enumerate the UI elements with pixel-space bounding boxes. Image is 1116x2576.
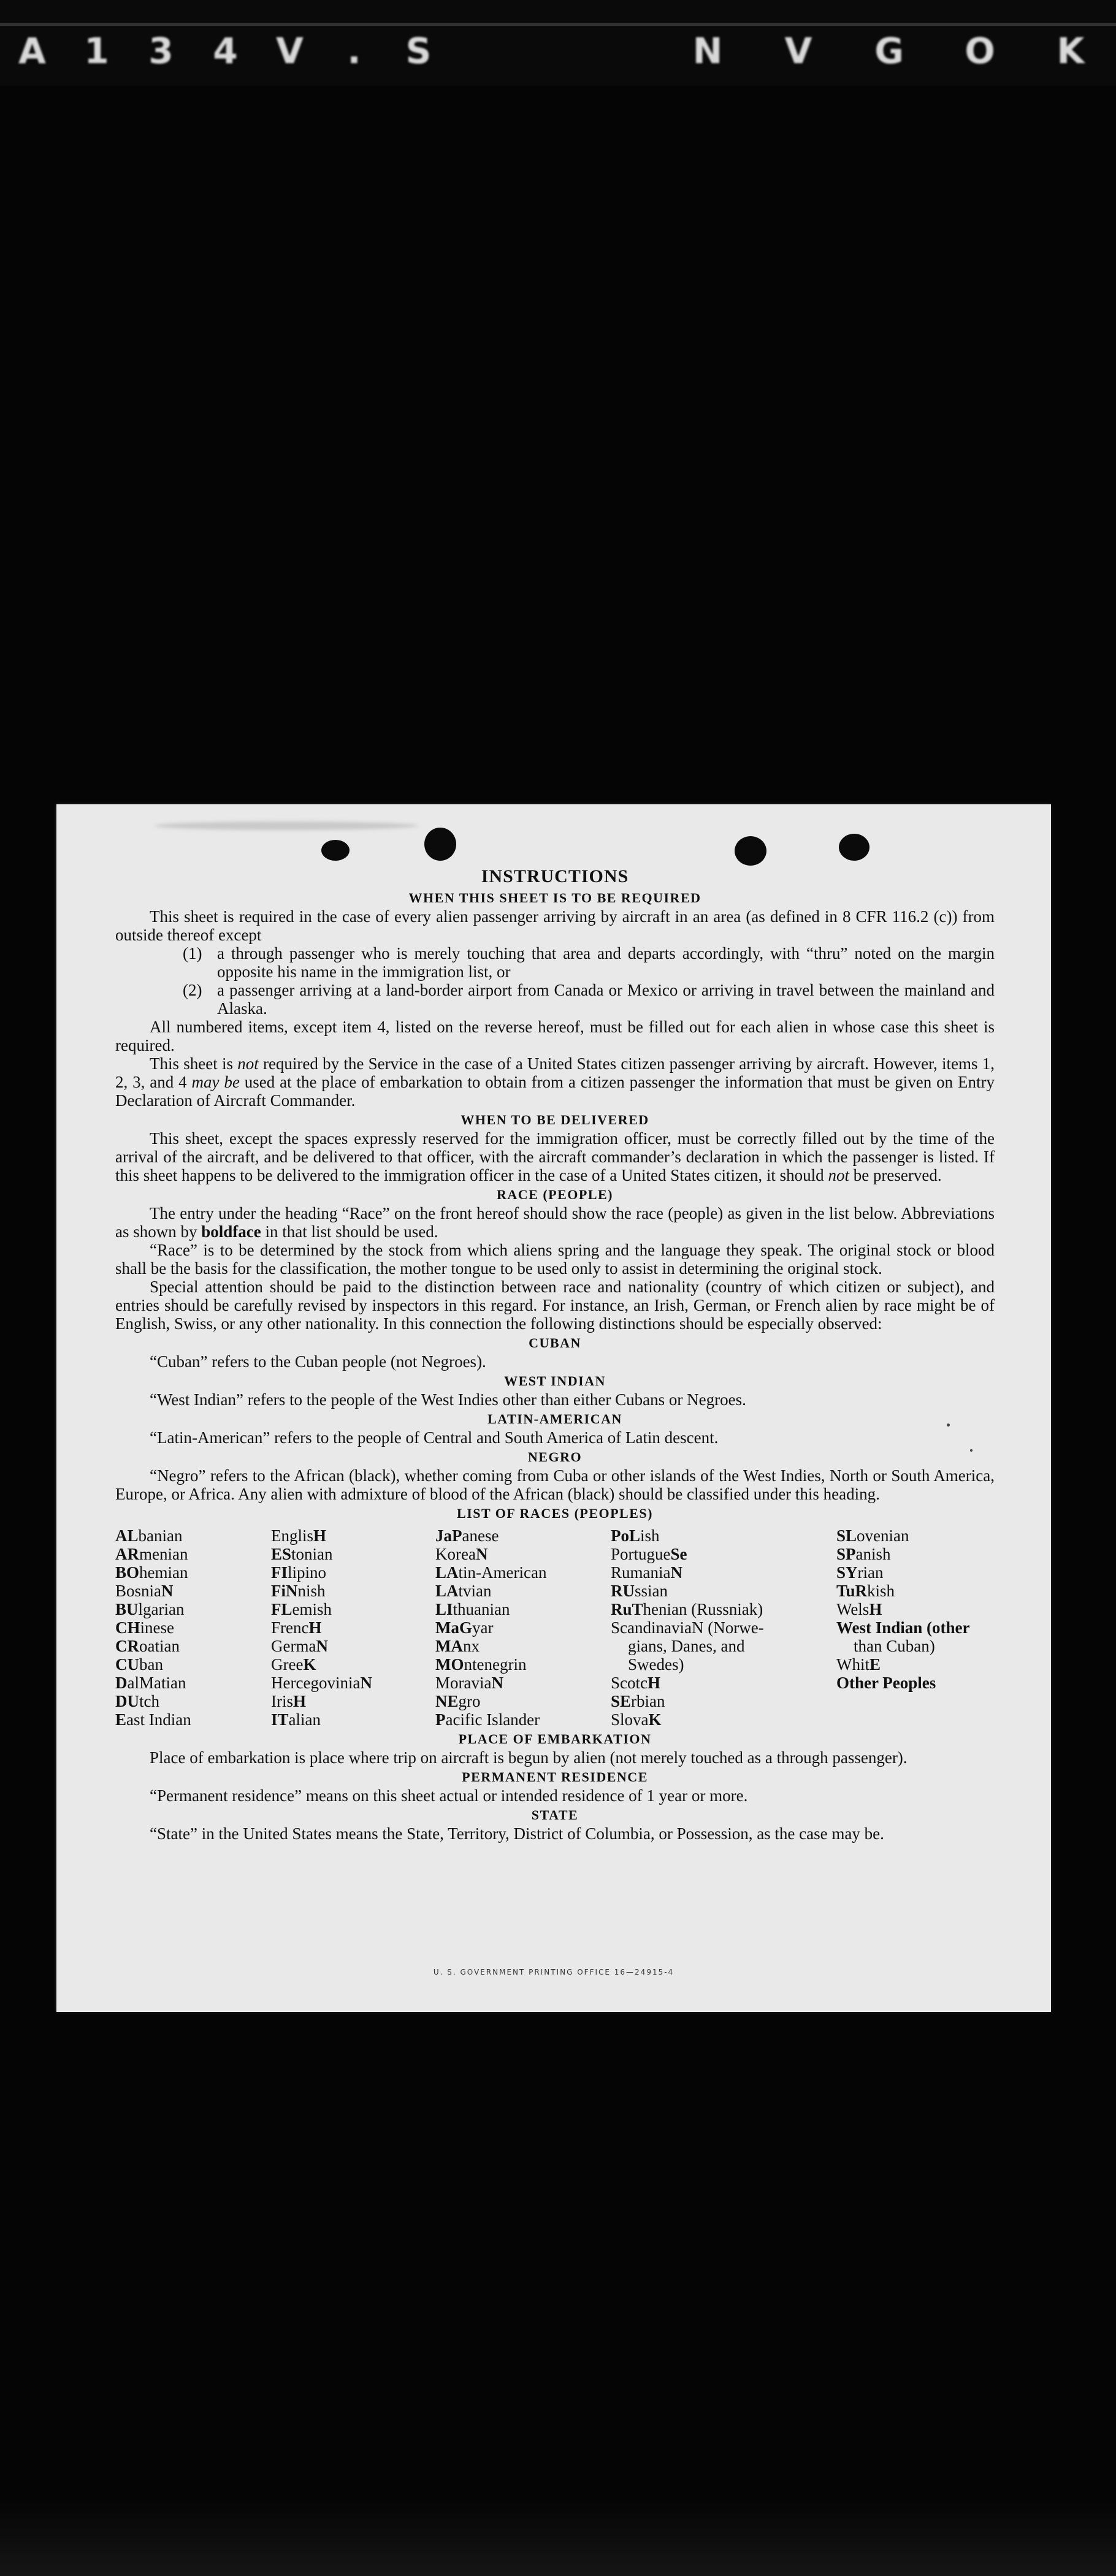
race-entry (271, 1563, 372, 1582)
race-text: N (Norwe- (691, 1618, 764, 1637)
race-entry (115, 1526, 191, 1545)
race-text: than Cuban) (854, 1637, 935, 1655)
punch-hole (735, 836, 766, 866)
race-text: tch (139, 1692, 159, 1710)
race-abbrev: AL (115, 1526, 139, 1545)
race-text: thuanian (453, 1600, 510, 1618)
bold-run: boldface (201, 1222, 261, 1241)
race-entry (271, 1526, 372, 1545)
section-heading-permanent-residence: PERMANENT RESIDENCE (462, 1769, 648, 1785)
race-entry (115, 1582, 191, 1600)
race-abbrev: P (435, 1710, 446, 1729)
instruction-sheet (56, 804, 1051, 2012)
race-text: Korea (435, 1545, 476, 1563)
race-text: ntenegrin (464, 1655, 527, 1674)
race-abbrev: E (869, 1655, 881, 1674)
punch-hole (424, 828, 456, 861)
item-number: (2) (183, 981, 202, 999)
race-entry (836, 1618, 1002, 1637)
race-abbrev: H (293, 1692, 307, 1710)
race-abbrev: N (491, 1674, 503, 1692)
film-reel-code-left (0, 29, 552, 72)
text-run: required by the Service in the case of a United States citizen passenger arriving by aircraft. However, items 1, 2, 3, and 4 (115, 1054, 995, 1091)
section-heading-cuban: CUBAN (529, 1335, 581, 1351)
race-abbrev: FL (271, 1600, 292, 1618)
race-abbrev: ES (271, 1545, 292, 1563)
race-entry (611, 1710, 795, 1729)
section-heading-when-required: WHEN THIS SHEET IS TO BE REQUIRED (408, 890, 701, 905)
race-entry (611, 1582, 795, 1600)
race-entry (271, 1655, 372, 1674)
race-text: ast Indian (126, 1710, 191, 1729)
race-text: hemian (139, 1563, 188, 1582)
race-entry (611, 1637, 795, 1655)
race-entry (115, 1618, 191, 1637)
printer-imprint: U. S. GOVERNMENT PRINTING OFFICE 16—24915-4 (433, 1968, 675, 1976)
race-abbrev: AR (115, 1545, 139, 1563)
race-entry (611, 1545, 795, 1563)
race-abbrev: BU (115, 1600, 139, 1618)
race-text: anese (462, 1526, 499, 1545)
race-abbrev: N (161, 1582, 174, 1600)
races-column-1 (115, 1526, 191, 1729)
race-text: Portugue (611, 1545, 671, 1563)
race-entry (836, 1582, 1002, 1600)
race-abbrev: SY (836, 1563, 858, 1582)
text-run: be preserved. (849, 1166, 942, 1184)
race-abbrev: LA (435, 1563, 459, 1582)
race-abbrev: BO (115, 1563, 140, 1582)
race-abbrev: K (648, 1710, 662, 1729)
race-text: lgarian (138, 1600, 185, 1618)
race-text: gro (458, 1692, 481, 1710)
exception-item (115, 981, 995, 1018)
item-number: (1) (183, 944, 202, 962)
race-text: Hercegovinia (271, 1674, 361, 1692)
race-abbrev: N (670, 1563, 682, 1582)
section-heading-when-delivered: WHEN TO BE DELIVERED (461, 1112, 649, 1127)
races-column-2 (271, 1526, 372, 1729)
race-text: tvian (458, 1582, 492, 1600)
races-column-5 (836, 1526, 1002, 1692)
paragraph: “Latin-American” refers to the people of Central and South America of Latin descent. (150, 1428, 719, 1447)
paragraph (115, 1129, 995, 1184)
film-reel-code-right (662, 29, 1104, 72)
italic-run: not (828, 1166, 849, 1184)
race-text: inese (140, 1618, 174, 1637)
race-abbrev: TuR (836, 1582, 868, 1600)
text-run: used at the place of embarkation to obtain from a citizen passenger the information that must be given on Entry Declaration of Aircraft Commander. (115, 1073, 995, 1110)
race-entry (611, 1655, 795, 1674)
race-entry (836, 1600, 1002, 1618)
race-text: acific Islander (445, 1710, 540, 1729)
film-code-glyph: O (965, 30, 995, 72)
race-abbrev: West Indian (other (836, 1618, 970, 1637)
race-entry (611, 1692, 795, 1710)
race-entry (836, 1655, 1002, 1674)
section-heading-state: STATE (531, 1807, 579, 1823)
race-abbrev: FI (271, 1563, 288, 1582)
race-entry (435, 1582, 546, 1600)
race-entry (435, 1618, 546, 1637)
race-entry (115, 1674, 191, 1692)
race-text: lipino (288, 1563, 327, 1582)
paragraph: Place of embarkation is place where trip on aircraft is begun by alien (not merely touched as a through passenger). (150, 1748, 908, 1767)
race-entry (115, 1637, 191, 1655)
race-abbrev: SP (836, 1545, 856, 1563)
race-text: Swedes) (628, 1655, 684, 1674)
race-abbrev: H (313, 1526, 327, 1545)
race-text: Scandinavia (611, 1618, 692, 1637)
race-text: oatian (139, 1637, 180, 1655)
races-list (115, 1526, 995, 1729)
race-abbrev: H (308, 1618, 322, 1637)
film-code-glyph: 1 (84, 30, 109, 72)
race-text: Englis (271, 1526, 314, 1545)
race-text: Frenc (271, 1618, 309, 1637)
race-text: rbian (631, 1692, 665, 1710)
race-entry (271, 1582, 372, 1600)
race-text: Rumania (611, 1563, 671, 1582)
paragraph: “State” in the United States means the State, Territory, District of Columbia, or Possession, as the case may be. (150, 1824, 884, 1843)
race-abbrev: JaP (435, 1526, 462, 1545)
race-abbrev: N (316, 1637, 328, 1655)
race-abbrev: MA (435, 1637, 463, 1655)
race-entry (435, 1637, 546, 1655)
microfilm-bottom-edge (0, 2502, 1116, 2576)
race-entry (115, 1655, 191, 1674)
race-text: Whit (836, 1655, 869, 1674)
item-text: a passenger arriving at a land-border airport from Canada or Mexico or arriving in travel between the mainland and Alaska. (217, 981, 995, 1018)
race-entry (115, 1563, 191, 1582)
italic-run: may be (191, 1073, 240, 1091)
item-text: a through passenger who is merely touching that area and departs accordingly, with “thru” noted on the margin opposite his name in the immigration list, or (217, 944, 995, 981)
race-entry (611, 1618, 795, 1637)
paper-tear-mark (155, 821, 418, 830)
race-abbrev: DU (115, 1692, 139, 1710)
instructions-text (115, 863, 995, 1843)
paragraph: “Permanent residence” means on this sheet actual or intended residence of 1 year or more. (150, 1786, 748, 1805)
race-entry (271, 1674, 372, 1692)
race-text: alian (288, 1710, 321, 1729)
race-text: yar (472, 1618, 494, 1637)
section-heading-race: RACE (PEOPLE) (497, 1187, 613, 1202)
race-entry (836, 1526, 1002, 1545)
race-entry (836, 1637, 1002, 1655)
film-code-glyph: K (1057, 30, 1085, 72)
film-code-glyph: 4 (213, 30, 238, 72)
races-column-4 (611, 1526, 795, 1729)
race-abbrev: NE (435, 1692, 459, 1710)
race-abbrev: CH (115, 1618, 140, 1637)
race-entry (435, 1563, 546, 1582)
race-abbrev: MaG (435, 1618, 472, 1637)
race-text: nish (297, 1582, 326, 1600)
race-entry (435, 1545, 546, 1563)
document-title: INSTRUCTIONS (481, 866, 629, 886)
section-heading-west-indian: WEST INDIAN (504, 1373, 606, 1389)
race-entry (271, 1710, 372, 1729)
race-text: Scotc (611, 1674, 648, 1692)
race-abbrev: SE (611, 1692, 632, 1710)
race-text: anish (855, 1545, 891, 1563)
race-entry (611, 1563, 795, 1582)
race-text: Germa (271, 1637, 316, 1655)
text-run: This sheet is (150, 1054, 238, 1073)
film-code-glyph: N (692, 30, 723, 72)
race-entry (271, 1692, 372, 1710)
exception-item (115, 944, 995, 981)
race-entry (435, 1710, 546, 1729)
italic-run: not (237, 1054, 259, 1073)
race-entry (836, 1563, 1002, 1582)
race-text: emish (292, 1600, 332, 1618)
race-text: tin-American (458, 1563, 547, 1582)
paragraph: “West Indian” refers to the people of the West Indies other than either Cubans or Negroes. (150, 1390, 746, 1409)
race-text: henian (Russniak) (643, 1600, 763, 1618)
section-heading-list-of-races: LIST OF RACES (PEOPLES) (457, 1506, 653, 1521)
film-code-glyph: V (276, 30, 304, 72)
race-abbrev: H (869, 1600, 882, 1618)
race-entry (271, 1637, 372, 1655)
film-code-glyph: . (347, 30, 361, 72)
film-code-glyph: V (784, 30, 812, 72)
race-entry (836, 1674, 1002, 1692)
text-run: This sheet, except the spaces expressly reserved for the immigration officer, must be correctly filled out by the time of the arrival of the aircraft, and be delivered to that officer, with the aircraft commander’s declaration in which the passenger is listed. If this sheet happens to be delivered to the immigration officer in the case of a United States citizen, it should (115, 1129, 995, 1184)
race-abbrev: RuT (611, 1600, 643, 1618)
race-abbrev: Se (670, 1545, 687, 1563)
races-column-3 (435, 1526, 546, 1729)
race-entry (435, 1600, 546, 1618)
race-text: banian (138, 1526, 183, 1545)
film-edge-line (0, 23, 1116, 26)
section-heading-latin-american: LATIN-AMERICAN (487, 1411, 622, 1427)
race-abbrev: FiN (271, 1582, 298, 1600)
paragraph (115, 1204, 995, 1241)
paragraph: This sheet is required in the case of every alien passenger arriving by aircraft in an area (as defined in 8 CFR 116.2 (c)) from outside thereof except (115, 907, 995, 944)
race-abbrev: H (648, 1674, 661, 1692)
race-text: Bosnia (115, 1582, 162, 1600)
film-code-glyph: G (874, 30, 904, 72)
race-abbrev: D (115, 1674, 128, 1692)
race-abbrev: K (303, 1655, 316, 1674)
section-heading-negro: NEGRO (527, 1449, 583, 1465)
race-entry (115, 1710, 191, 1729)
text-run: The entry under the heading “Race” on the front hereof should show the race (people) as given in the list below. Abbreviations as shown by (115, 1204, 995, 1241)
punch-hole (839, 834, 869, 861)
race-entry (611, 1600, 795, 1618)
microfilm-header-strip (0, 0, 1116, 86)
film-code-glyph: S (405, 30, 432, 72)
race-entry (611, 1674, 795, 1692)
race-text: ish (640, 1526, 660, 1545)
race-text: ban (139, 1655, 163, 1674)
race-abbrev: MO (435, 1655, 464, 1674)
race-text: Gree (271, 1655, 304, 1674)
race-text: menian (139, 1545, 188, 1563)
race-abbrev: N (475, 1545, 488, 1563)
race-entry (271, 1618, 372, 1637)
paragraph: Special attention should be paid to the distinction between race and nationality (country of which citizen or subject), and entries should be carefully revised by inspectors in this regard. For instance, an Irish, German, or French alien by race might be of English, Swiss, or any other nationality. In this connection the following distinctions should be especially observed: (115, 1278, 995, 1333)
race-text: alMatian (127, 1674, 186, 1692)
paragraph: All numbered items, except item 4, listed on the reverse hereof, must be filled out for each alien in whose case this sheet is required. (115, 1018, 995, 1054)
race-text: rian (857, 1563, 884, 1582)
race-entry (435, 1655, 546, 1674)
race-entry (115, 1692, 191, 1710)
race-entry (435, 1526, 546, 1545)
race-abbrev: SL (836, 1526, 857, 1545)
film-code-glyph: A (18, 30, 46, 72)
section-heading-place-of-embarkation: PLACE OF EMBARKATION (458, 1731, 652, 1747)
race-abbrev: CR (115, 1637, 139, 1655)
text-run: in that list should be used. (261, 1222, 438, 1241)
race-entry (435, 1674, 546, 1692)
race-text: gians, Danes, and (628, 1637, 745, 1655)
race-text: Iris (271, 1692, 293, 1710)
film-code-glyph: 3 (148, 30, 174, 72)
race-abbrev: CU (115, 1655, 139, 1674)
race-abbrev: E (115, 1710, 127, 1729)
race-text: ovenian (857, 1526, 909, 1545)
race-text: tonian (291, 1545, 333, 1563)
race-abbrev: IT (271, 1710, 289, 1729)
race-entry (435, 1692, 546, 1710)
paragraph (115, 1054, 995, 1110)
race-abbrev: LI (435, 1600, 453, 1618)
race-abbrev: LA (435, 1582, 459, 1600)
race-abbrev: PoL (611, 1526, 641, 1545)
race-text: kish (867, 1582, 895, 1600)
paragraph: “Race” is to be determined by the stock from which aliens spring and the language they speak. The original stock or blood shall be the basis for the classification, the mother tongue to be used only to assist in determining the original stock. (115, 1241, 995, 1278)
race-text: Slova (611, 1710, 649, 1729)
race-text: nx (462, 1637, 480, 1655)
race-abbrev: N (360, 1674, 372, 1692)
race-text: ssian (635, 1582, 668, 1600)
race-text: Wels (836, 1600, 869, 1618)
race-abbrev: RU (611, 1582, 635, 1600)
punch-hole (321, 840, 350, 861)
race-entry (271, 1545, 372, 1563)
paragraph: “Cuban” refers to the Cuban people (not Negroes). (150, 1352, 486, 1371)
race-entry (115, 1600, 191, 1618)
race-entry (115, 1545, 191, 1563)
race-entry (836, 1545, 1002, 1563)
race-entry (611, 1526, 795, 1545)
race-abbrev: Other Peoples (836, 1674, 936, 1692)
paragraph: “Negro” refers to the African (black), whether coming from Cuba or other islands of the West Indies, North or South America, Europe, or Africa. Any alien with admixture of blood of the African (black) should be classified under this heading. (115, 1466, 995, 1503)
race-text: Moravia (435, 1674, 492, 1692)
race-entry (271, 1600, 372, 1618)
